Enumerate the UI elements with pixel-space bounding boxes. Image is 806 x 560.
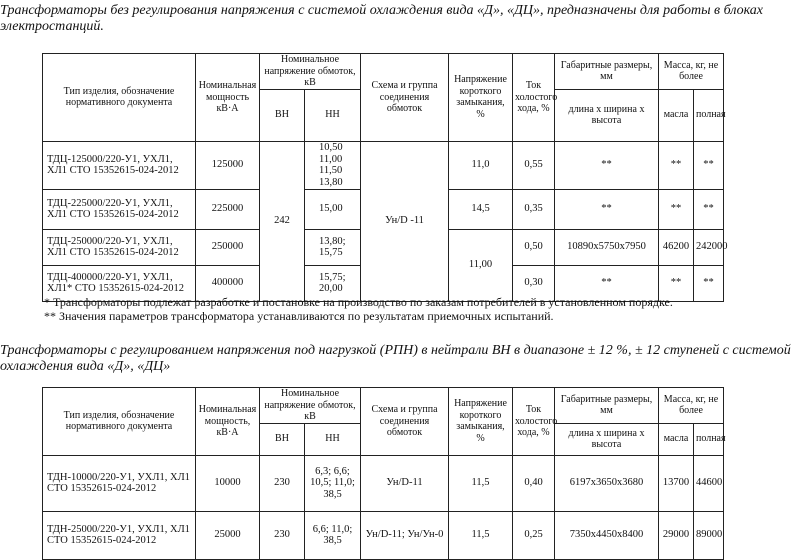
cell-uk: 14,5 (449, 189, 513, 229)
cell-vn-shared: 242 (260, 141, 305, 301)
header-type: Тип изделия, обозначение нормативного документа (43, 54, 196, 142)
header-dims-sub: длина х ширина х высота (555, 89, 659, 141)
cell-type: ТДЦ-125000/220-У1, УХЛ1, ХЛ1 СТО 15352615-024-2012 (43, 141, 196, 189)
cell-nn: 15,75; 20,00 (305, 265, 361, 301)
header-oil: масла (659, 423, 694, 455)
cell-vn: 230 (260, 455, 305, 511)
footnotes (44, 295, 673, 323)
header-dims: Габаритные размеры, мм (555, 54, 659, 90)
cell-nn: 15,00 (305, 189, 361, 229)
cell-dims: 7350х4450х8400 (555, 511, 659, 559)
cell-scheme: Ун/D-11 (361, 455, 449, 511)
cell-io: 0,50 (513, 229, 555, 265)
header-vn: ВН (260, 423, 305, 455)
cell-power: 225000 (196, 189, 260, 229)
header-uk: Напряжение короткого замыкания, % (449, 388, 513, 456)
header-voltage: Номинальное напряжение обмоток, кВ (260, 54, 361, 90)
cell-oil: ** (659, 265, 694, 301)
cell-type: ТДЦ-400000/220-У1, УХЛ1, ХЛ1* СТО 15352615-024-2012 (43, 265, 196, 301)
header-full: полная (694, 89, 724, 141)
table-unregulated-transformers (42, 53, 728, 302)
header-dims-sub: длина х ширина х высота (555, 423, 659, 455)
cell-dims: ** (555, 141, 659, 189)
cell-power: 10000 (196, 455, 260, 511)
cell-dims: 10890х5750х7950 (555, 229, 659, 265)
cell-full: ** (694, 141, 724, 189)
cell-dims: 6197х3650х3680 (555, 455, 659, 511)
cell-full: ** (694, 189, 724, 229)
footnote-1: * Трансформаторы подлежат разработке и постановке на производство по заказам потребителей в установленном порядке. (44, 295, 673, 309)
cell-dims: ** (555, 265, 659, 301)
cell-dims: ** (555, 189, 659, 229)
header-power: Номинальная мощность, кВ·А (196, 388, 260, 456)
header-voltage: Номинальное напряжение обмоток, кВ (260, 388, 361, 424)
cell-io: 0,40 (513, 455, 555, 511)
cell-uk: 11,0 (449, 141, 513, 189)
header-uk: Напряжение короткого замыкания, % (449, 54, 513, 142)
cell-oil: 29000 (659, 511, 694, 559)
cell-full: 44600 (694, 455, 724, 511)
header-io: Ток холостого хода, % (513, 388, 555, 456)
cell-oil: ** (659, 189, 694, 229)
heading-regulated: Трансформаторы с регулированием напряжения под нагрузкой (РПН) в нейтрали ВН в диапазоне ± 12 %, ± 12 ступеней с системой охлаждения вида «Д», «ДЦ» (0, 343, 791, 374)
cell-nn: 6,6; 11,0; 38,5 (305, 511, 361, 559)
cell-nn: 13,80; 15,75 (305, 229, 361, 265)
heading-unregulated: Трансформаторы без регулирования напряжения с системой охлаждения вида «Д», «ДЦ», предназначены для работы в блоках электростанций. (0, 3, 764, 34)
header-power: Номинальная мощность кВ·А (196, 54, 260, 142)
header-full: полная (694, 423, 724, 455)
cell-power: 250000 (196, 229, 260, 265)
header-io: Ток холостого хода, % (513, 54, 555, 142)
cell-oil: 13700 (659, 455, 694, 511)
cell-power: 25000 (196, 511, 260, 559)
header-mass: Масса, кг, не более (659, 388, 724, 424)
header-nn: НН (305, 89, 361, 141)
cell-oil: ** (659, 141, 694, 189)
header-scheme: Схема и группа соединения обмоток (361, 54, 449, 142)
table-regulated-transformers (42, 387, 724, 560)
cell-io: 0,35 (513, 189, 555, 229)
table-row (43, 455, 724, 511)
header-dims: Габаритные размеры, мм (555, 388, 659, 424)
header-vn: ВН (260, 89, 305, 141)
cell-oil: 46200 (659, 229, 694, 265)
header-nn: НН (305, 423, 361, 455)
cell-nn: 10,50 11,00 11,50 13,80 (305, 141, 361, 189)
cell-type: ТДН-25000/220-У1, УХЛ1, ХЛ1 СТО 15352615-024-2012 (43, 511, 196, 559)
header-oil: масла (659, 89, 694, 141)
table-row (43, 511, 724, 559)
header-scheme: Схема и группа соединения обмоток (361, 388, 449, 456)
cell-io: 0,55 (513, 141, 555, 189)
cell-scheme: Ун/D-11; Ун/Ун-0 (361, 511, 449, 559)
cell-type: ТДЦ-250000/220-У1, УХЛ1, ХЛ1 СТО 15352615-024-2012 (43, 229, 196, 265)
cell-vn: 230 (260, 511, 305, 559)
cell-uk: 11,5 (449, 455, 513, 511)
footnote-2: ** Значения параметров трансформатора устанавливаются по результатам приемочных испытаний. (44, 309, 554, 323)
header-type: Тип изделия, обозначение нормативного документа (43, 388, 196, 456)
cell-type: ТДЦ-225000/220-У1, УХЛ1, ХЛ1 СТО 15352615-024-2012 (43, 189, 196, 229)
table-row (43, 141, 724, 189)
cell-full: 89000 (694, 511, 724, 559)
cell-type: ТДН-10000/220-У1, УХЛ1, ХЛ1 СТО 15352615-024-2012 (43, 455, 196, 511)
cell-full: ** (694, 265, 724, 301)
cell-uk: 11,5 (449, 511, 513, 559)
cell-io: 0,30 (513, 265, 555, 301)
cell-power: 125000 (196, 141, 260, 189)
cell-nn: 6,3; 6,6; 10,5; 11,0; 38,5 (305, 455, 361, 511)
cell-scheme-shared: Ун/D -11 (361, 141, 449, 301)
cell-power: 400000 (196, 265, 260, 301)
cell-uk-shared: 11,00 (449, 229, 513, 301)
cell-io: 0,25 (513, 511, 555, 559)
header-mass: Масса, кг, не более (659, 54, 724, 90)
cell-full: 242000 (694, 229, 724, 265)
